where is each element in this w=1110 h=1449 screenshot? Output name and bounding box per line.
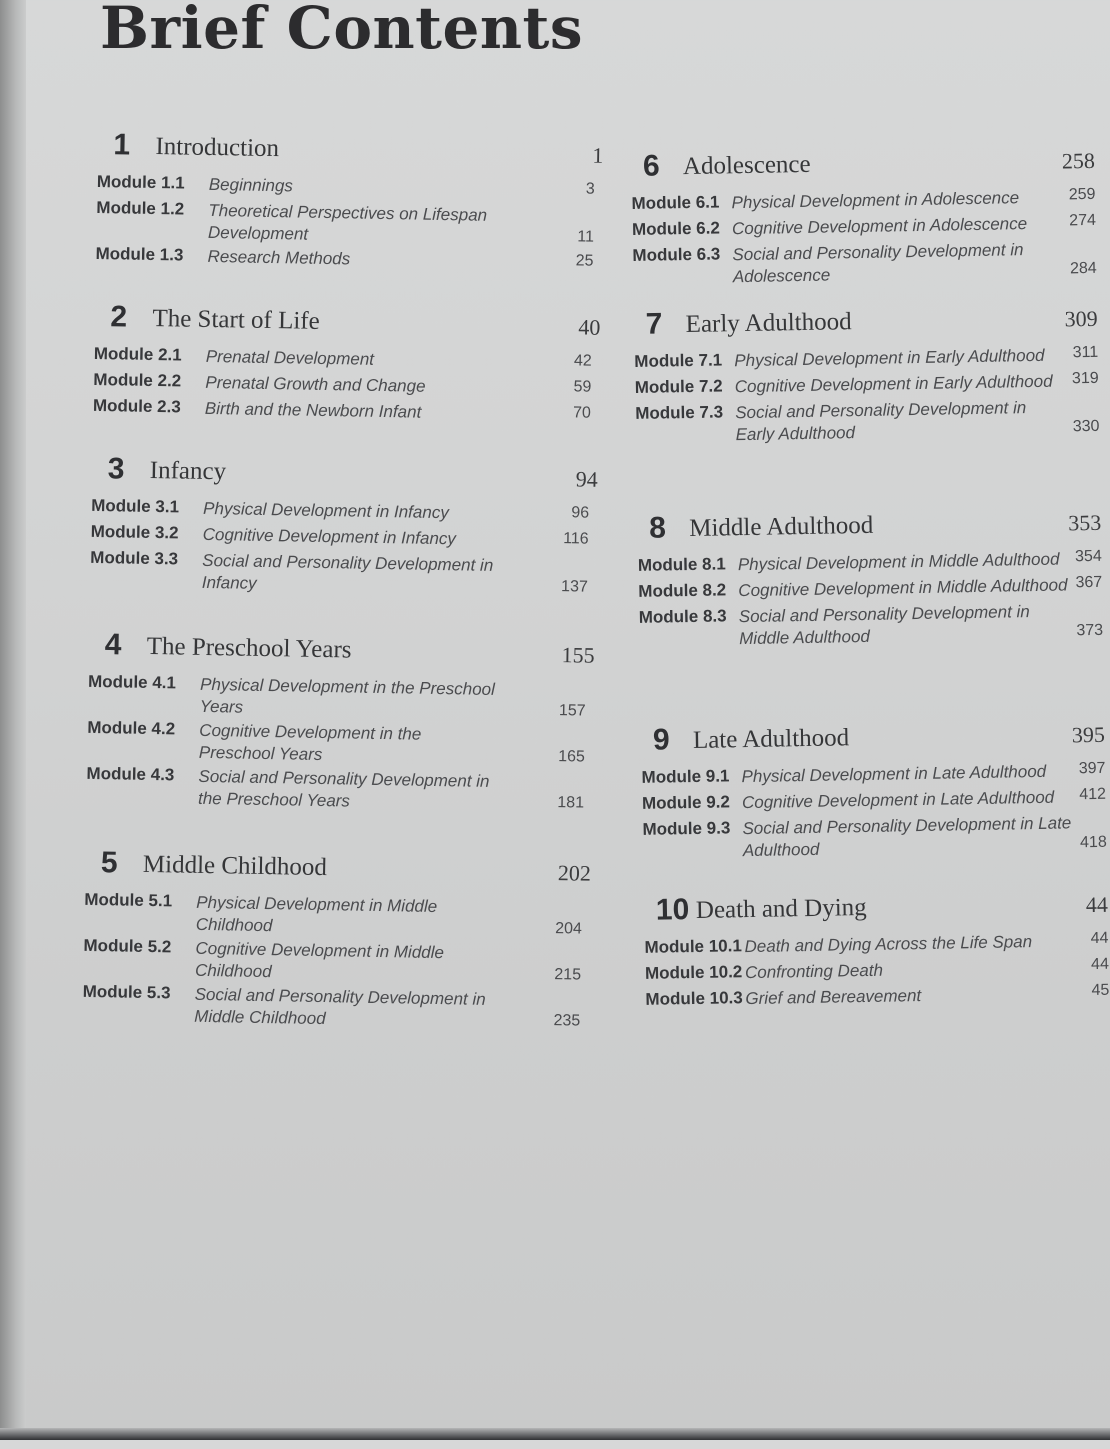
module-label: Module 3.2 <box>90 521 179 543</box>
module-page-number: 215 <box>554 966 582 984</box>
chapter-number: 2 <box>110 300 128 334</box>
module-title: Death and Dying Across the Life Span <box>744 932 1033 957</box>
module-title: Physical Development in the Preschool Years <box>199 674 496 717</box>
module-label: Module 3.1 <box>91 495 180 517</box>
chapter-6 <box>631 142 1103 292</box>
chapter-page-number: 40 <box>578 314 601 340</box>
module-title: Social and Personality Development in Late Adulthood <box>742 813 1072 861</box>
module-title: Grief and Bereavement <box>745 986 922 1009</box>
chapter-heading[interactable] <box>91 452 612 503</box>
chapter-number: 7 <box>645 307 663 341</box>
module-label: Module 4.1 <box>87 671 177 693</box>
module-title: Cognitive Development in Middle Childhood <box>194 938 445 982</box>
chapter-title: Late Adulthood <box>692 724 850 754</box>
module-page-number: 397 <box>1078 759 1106 778</box>
module-page-number: 59 <box>573 378 592 396</box>
module-title: Cognitive Development in Adolescence <box>731 214 1028 239</box>
chapter-page-number: 94 <box>575 466 598 492</box>
module-label: Module 2.2 <box>93 369 182 391</box>
module-label: Module 10.3 <box>645 988 743 1009</box>
module-page-number: 45 <box>1091 981 1110 1000</box>
module-page-number: 284 <box>1069 259 1097 278</box>
module-page-number: 3 <box>585 180 595 198</box>
chapter-10 <box>644 886 1110 1016</box>
module-title: Confronting Death <box>744 960 884 983</box>
module-page-number: 259 <box>1068 185 1096 204</box>
module-page-number: 116 <box>563 530 589 548</box>
chapter-heading[interactable] <box>97 128 618 179</box>
chapter-number: 4 <box>104 628 122 662</box>
chapter-title: The Start of Life <box>152 304 320 335</box>
module-label: Module 8.3 <box>638 606 727 627</box>
chapter-heading[interactable] <box>88 628 609 679</box>
chapter-page-number: 202 <box>557 860 592 886</box>
chapter-5 <box>82 846 605 1037</box>
module-title: Social and Personality Development in Infancy <box>201 550 494 593</box>
module-title: Cognitive Development in Early Adulthood <box>734 371 1053 397</box>
module-label: Module 10.2 <box>644 962 743 983</box>
chapter-title: Middle Childhood <box>142 850 328 882</box>
chapter-number: 5 <box>100 846 118 880</box>
module-label: Module 6.3 <box>632 244 721 265</box>
module-label: Module 6.1 <box>631 192 720 213</box>
module-page-number: 330 <box>1072 417 1100 436</box>
chapter-heading[interactable] <box>637 504 1108 554</box>
module-entry[interactable] <box>632 238 1103 290</box>
module-title: Physical Development in Adolescence <box>731 188 1020 213</box>
module-entry[interactable] <box>84 890 605 943</box>
module-page-number: 181 <box>557 794 585 812</box>
module-page-number: 418 <box>1079 833 1107 852</box>
chapter-9 <box>641 716 1110 866</box>
chapter-title: Introduction <box>155 132 280 163</box>
chapter-page-number: 155 <box>561 642 595 668</box>
chapter-2 <box>93 300 615 431</box>
module-title: Cognitive Development in the Preschool Years <box>198 720 422 764</box>
page-title: Brief Contents <box>100 0 583 62</box>
chapter-7 <box>633 300 1105 450</box>
chapter-heading[interactable] <box>631 142 1102 192</box>
module-page-number: 157 <box>558 702 586 720</box>
module-title: Physical Development in Early Adulthood <box>734 345 1045 371</box>
module-label: Module 9.2 <box>641 792 731 813</box>
module-label: Module 2.3 <box>92 395 181 417</box>
module-title: Prenatal Growth and Change <box>205 372 426 396</box>
chapter-heading[interactable] <box>94 300 615 351</box>
module-label: Module 5.3 <box>82 981 171 1003</box>
chapter-page-number: 309 <box>1064 305 1098 332</box>
module-title: Birth and the Newborn Infant <box>204 398 422 422</box>
module-title: Social and Personality Development in Adolescence <box>732 240 1024 287</box>
module-label: Module 8.2 <box>638 580 727 601</box>
module-label: Module 5.1 <box>84 889 173 911</box>
chapter-number: 3 <box>107 452 125 486</box>
toc-right-column <box>628 0 1110 1440</box>
module-label: Module 7.3 <box>635 402 724 423</box>
module-page-number: 137 <box>560 578 588 596</box>
module-page-number: 235 <box>553 1012 581 1030</box>
module-label: Module 4.2 <box>87 717 176 739</box>
chapter-3 <box>90 452 612 603</box>
module-title: Cognitive Development in Infancy <box>202 524 457 549</box>
chapter-number: 9 <box>652 723 670 757</box>
module-label: Module 6.2 <box>631 218 721 239</box>
chapter-number: 8 <box>648 511 667 545</box>
module-title: Physical Development in Infancy <box>202 498 449 523</box>
chapter-1 <box>95 128 617 279</box>
chapter-page-number: 1 <box>592 142 604 168</box>
chapter-page-number: 353 <box>1067 509 1102 536</box>
module-page-number: 204 <box>555 920 583 938</box>
chapter-heading[interactable] <box>85 846 606 897</box>
chapter-heading[interactable] <box>633 300 1104 350</box>
chapter-8 <box>637 504 1109 654</box>
chapter-title: Middle Adulthood <box>688 511 874 543</box>
module-page-number: 319 <box>1071 369 1099 388</box>
module-entry[interactable] <box>86 764 607 817</box>
chapter-page-number: 395 <box>1071 721 1106 748</box>
module-entry[interactable] <box>642 812 1110 864</box>
module-label: Module 10.1 <box>644 936 742 957</box>
module-page-number: 44 <box>1090 955 1110 974</box>
chapter-title: Early Adulthood <box>685 308 852 339</box>
module-title: Physical Development in Middle Adulthood <box>737 549 1060 575</box>
module-entry[interactable] <box>639 600 1110 652</box>
module-label: Module 5.2 <box>83 935 172 957</box>
module-title: Theoretical Perspectives on Lifespan Development <box>207 200 488 244</box>
module-label: Module 1.2 <box>96 197 185 219</box>
module-page-number: 311 <box>1072 343 1099 362</box>
module-page-number: 354 <box>1074 547 1102 566</box>
module-entry[interactable] <box>96 198 617 251</box>
module-title: Physical Development in Middle Childhood <box>195 892 438 936</box>
module-title: Cognitive Development in Middle Adulthood <box>738 575 1068 601</box>
chapter-heading[interactable] <box>641 716 1110 766</box>
module-entry[interactable] <box>87 718 608 771</box>
chapter-title: The Preschool Years <box>146 632 352 664</box>
module-title: Social and Personality Development in Early Adulthood <box>735 398 1027 445</box>
module-title: Cognitive Development in Late Adulthood <box>741 787 1055 813</box>
module-page-number: 44 <box>1090 929 1109 948</box>
chapter-page-number: 258 <box>1061 147 1096 174</box>
module-label: Module 1.3 <box>95 243 184 265</box>
module-entry[interactable] <box>635 396 1106 448</box>
module-page-number: 25 <box>575 252 594 270</box>
module-page-number: 165 <box>558 748 586 766</box>
module-label: Module 4.3 <box>86 763 175 785</box>
module-entry[interactable] <box>90 548 611 601</box>
module-page-number: 96 <box>571 504 590 522</box>
module-label: Module 7.2 <box>634 376 723 397</box>
module-entry[interactable] <box>82 982 603 1035</box>
module-title: Social and Personality Development in Middle Adulthood <box>738 602 1030 649</box>
module-page-number: 70 <box>572 404 592 422</box>
chapter-heading[interactable] <box>644 886 1110 936</box>
module-page-number: 274 <box>1069 211 1097 230</box>
module-title: Social and Personality Development in the Preschool Years <box>197 766 490 811</box>
module-label: Module 9.1 <box>641 766 730 787</box>
module-label: Module 7.1 <box>634 350 723 371</box>
module-label: Module 8.1 <box>637 554 726 575</box>
module-page-number: 11 <box>577 228 595 246</box>
book-spine-shadow <box>0 0 26 1440</box>
page-bottom-edge <box>0 1428 1110 1440</box>
toc-left-column <box>75 0 620 1449</box>
module-label: Module 2.1 <box>93 343 182 365</box>
module-page-number: 367 <box>1075 573 1103 592</box>
module-entry[interactable] <box>88 672 609 725</box>
chapter-title: Infancy <box>149 456 227 486</box>
module-label: Module 3.3 <box>90 547 179 569</box>
chapter-title: Death and Dying <box>695 893 867 924</box>
chapter-title: Adolescence <box>682 150 811 181</box>
module-label: Module 9.3 <box>642 818 731 839</box>
chapter-number: 10 <box>655 893 690 927</box>
chapter-number: 6 <box>642 149 660 183</box>
module-title: Social and Personality Development in Middle Childhood <box>194 984 486 1029</box>
chapter-4 <box>86 628 609 819</box>
module-title: Beginnings <box>208 174 294 196</box>
module-title: Physical Development in Late Adulthood <box>741 761 1047 787</box>
module-title: Prenatal Development <box>205 346 375 369</box>
chapter-page-number: 44 <box>1085 891 1109 918</box>
module-label: Module 1.1 <box>96 171 185 193</box>
module-page-number: 373 <box>1076 621 1104 640</box>
module-title: Research Methods <box>207 246 351 269</box>
module-page-number: 42 <box>573 352 592 370</box>
module-page-number: 412 <box>1079 785 1107 804</box>
chapter-number: 1 <box>113 128 131 162</box>
module-entry[interactable] <box>83 936 604 989</box>
